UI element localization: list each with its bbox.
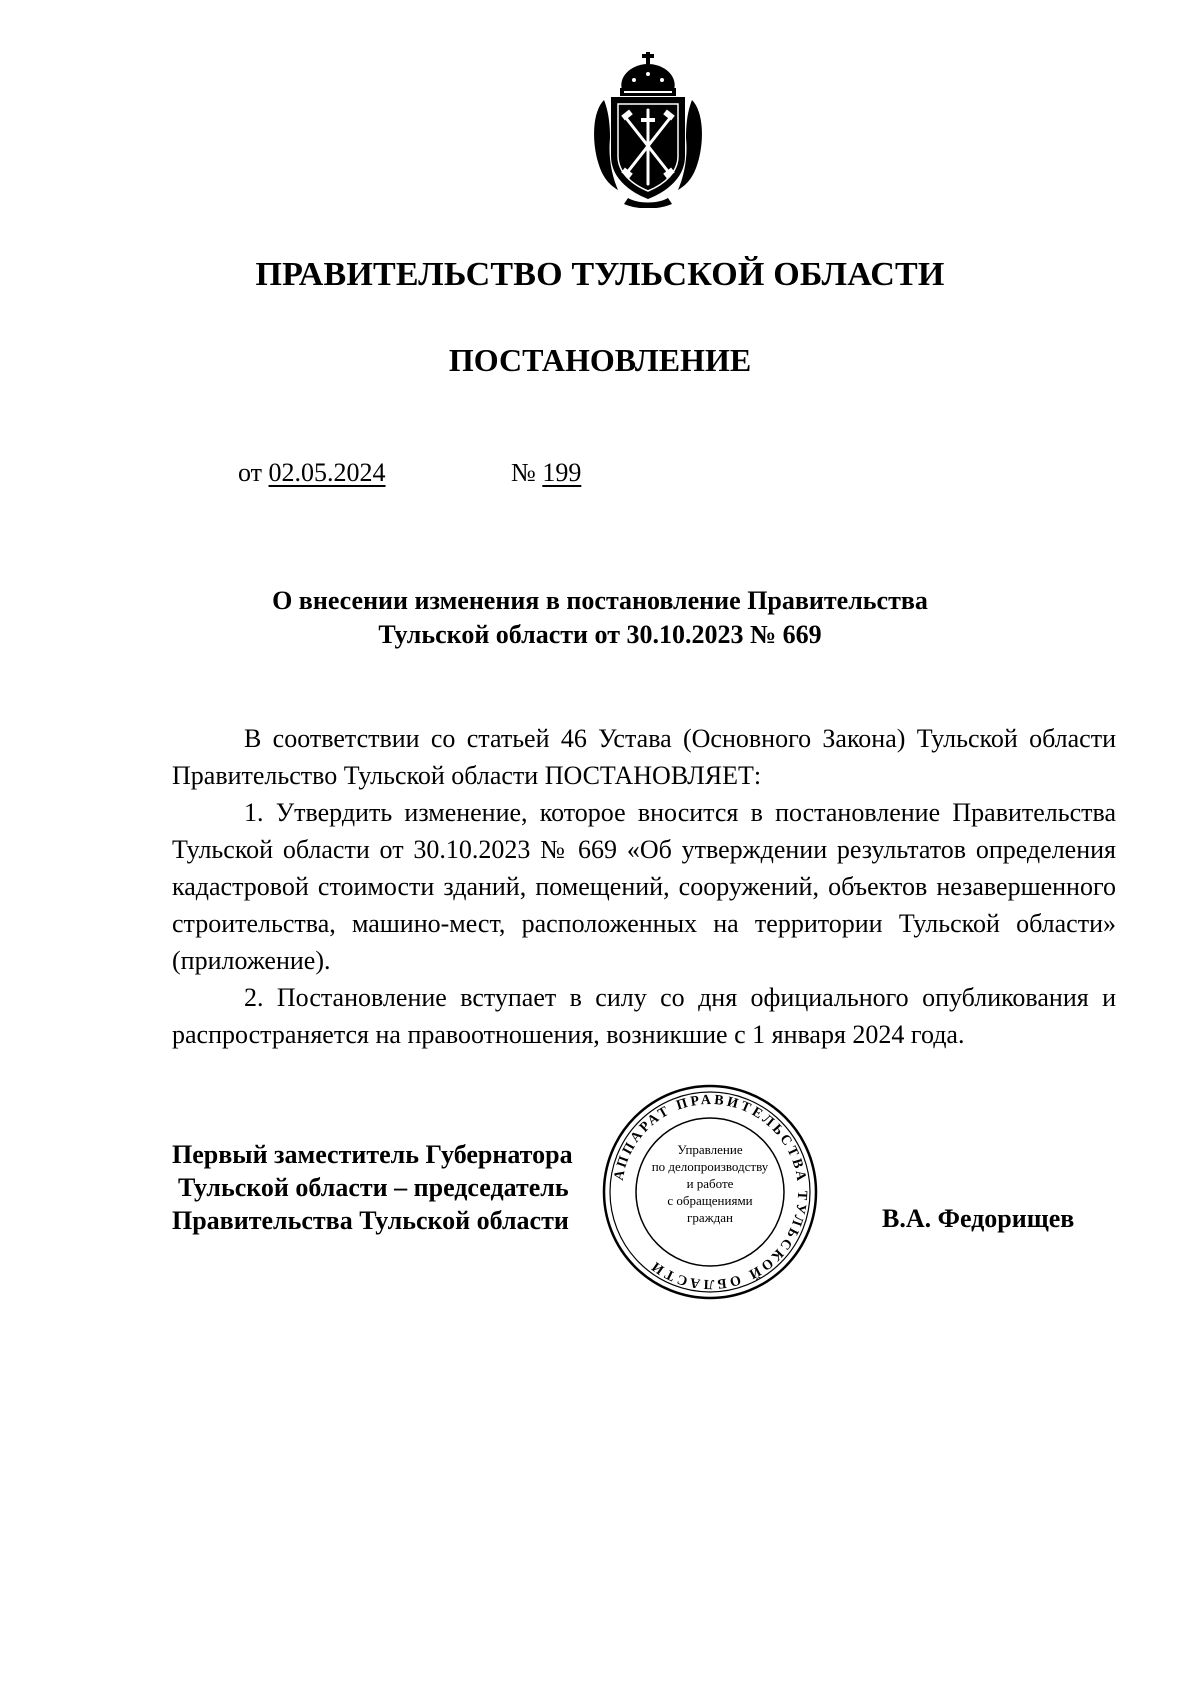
number-prefix: № — [511, 458, 536, 487]
title-line-1: О внесении изменения в постановление Правительства — [272, 586, 928, 615]
position-line-1: Первый заместитель Губернатора — [172, 1140, 573, 1169]
title-line-2: Тульской области от 30.10.2023 № 669 — [378, 620, 822, 649]
position-line-3: Правительства Тульской области — [172, 1206, 569, 1235]
document-type: ПОСТАНОВЛЕНИЕ — [448, 342, 752, 378]
date-value: 02.05.2024 — [268, 458, 386, 487]
body-paragraph-preamble: В соответствии со статьей 46 Устава (Основного Закона) Тульской области Правительство Тульской области ПОСТАНОВЛЯЕТ: — [172, 724, 1116, 790]
stamp-line-2: по делопроизводству — [651, 1159, 769, 1174]
tula-coat-of-arms-icon — [588, 52, 708, 208]
document-number — [511, 458, 581, 488]
signatory-name: В.А. Федорищев — [882, 1204, 1075, 1233]
stamp-center-text — [634, 1141, 786, 1226]
stamp-line-4: с обращениями — [667, 1193, 753, 1208]
body-paragraph-item-1: 1. Утвердить изменение, которое вносится в постановление Правительства Тульской области от 30.10.2023 № 669 «Об утверждении результатов определения кадастровой стоимости зданий, помещений, сооружений, объектов незавершенного строительства, машино-мест, расположенных на территории Тульской области» (приложение). — [172, 798, 1116, 975]
government-name: ПРАВИТЕЛЬСТВО ТУЛЬСКОЙ ОБЛАСТИ — [255, 256, 945, 293]
stamp-line-5: граждан — [687, 1210, 733, 1225]
position-line-2: Тульской области – председатель — [178, 1173, 569, 1202]
date-prefix: от — [238, 458, 263, 487]
document-date — [238, 458, 386, 488]
document-title — [170, 584, 1030, 652]
document-body — [172, 720, 1116, 1053]
signatory-position — [172, 1138, 573, 1237]
body-paragraph-item-2: 2. Постановление вступает в силу со дня официального опубликования и распространяется на правоотношения, возникшие с 1 января 2024 года. — [172, 983, 1116, 1049]
stamp-ring-text: АППАРАТ ПРАВИТЕЛЬСТВА ТУЛЬСКОЙ ОБЛАСТИ — [611, 1092, 810, 1292]
stamp-line-3: и работе — [686, 1176, 734, 1191]
number-value: 199 — [542, 458, 582, 487]
stamp-line-1: Управление — [677, 1142, 743, 1157]
